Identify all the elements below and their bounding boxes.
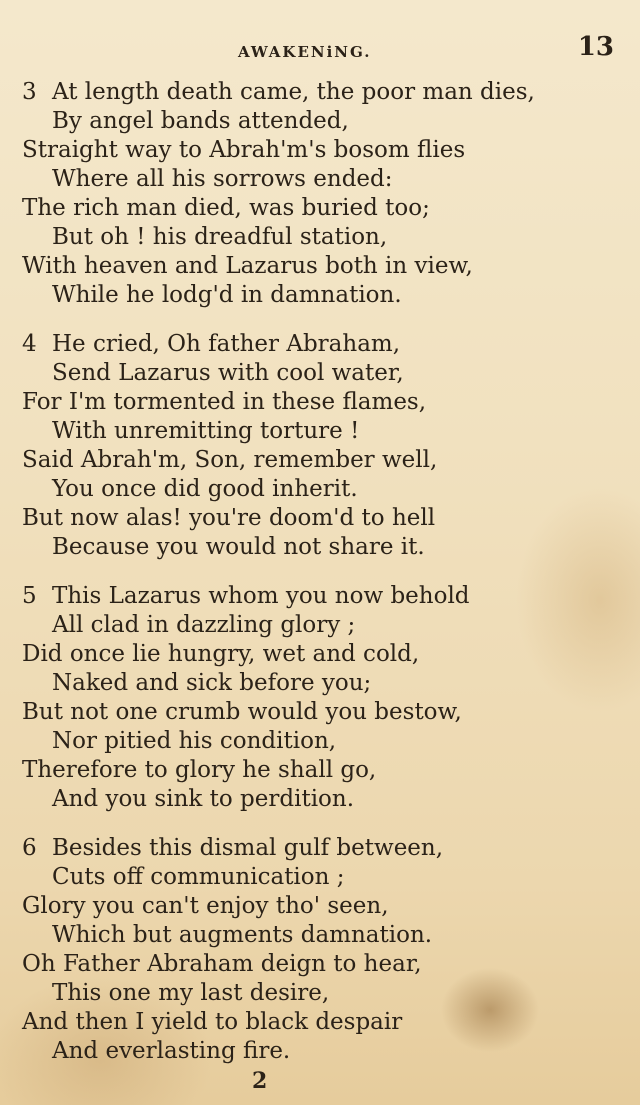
verse-line: Nor pitied his condition,	[52, 728, 337, 754]
verse-line-text: He cried, Oh father Abraham,	[52, 331, 401, 357]
verse-line: Naked and sick before you;	[52, 670, 372, 696]
verse-line: Did once lie hungry, wet and cold,	[22, 641, 420, 667]
verse-line: Which but augments damnation.	[52, 922, 433, 948]
verse-line: But not one crumb would you bestow,	[22, 699, 462, 725]
verse-line: This one my last desire,	[52, 980, 330, 1006]
stanza-4	[22, 330, 622, 562]
verse-line: All clad in dazzling glory ;	[52, 612, 356, 638]
verse-line: You once did good inherit.	[52, 476, 358, 502]
verse-line: And everlasting fire.	[52, 1038, 291, 1064]
verse-line: But oh ! his dreadful station,	[52, 224, 388, 250]
stanza-number: 3	[22, 79, 37, 105]
verse-line	[22, 330, 622, 359]
verse-line: Said Abrah'm, Son, remember well,	[22, 447, 438, 473]
verse-line-text: Besides this dismal gulf between,	[52, 835, 444, 861]
verse-line	[22, 78, 622, 107]
verse-line: But now alas! you're doom'd to hell	[22, 505, 436, 531]
verse-line	[22, 582, 622, 611]
verse-line: For I'm tormented in these flames,	[22, 389, 427, 415]
stanza-number: 4	[22, 331, 37, 357]
stanza-number: 6	[22, 835, 37, 861]
verse-line: Where all his sorrows ended:	[52, 166, 393, 192]
verse-line: Because you would not share it.	[52, 534, 425, 560]
verse-line: Straight way to Abrah'm's bosom flies	[22, 137, 466, 163]
verse-line: And then I yield to black despair	[22, 1009, 403, 1035]
verse-line: Glory you can't enjoy tho' seen,	[22, 893, 389, 919]
stanza-number: 5	[22, 583, 37, 609]
verse-line	[22, 834, 622, 863]
verse-line-text: At length death came, the poor man dies,	[52, 79, 535, 105]
verse-line: Therefore to glory he shall go,	[22, 757, 377, 783]
hymn-text	[22, 78, 622, 1086]
running-head: AWAKENiNG.	[238, 43, 372, 61]
stanza-5	[22, 582, 622, 814]
verse-line: While he lodg'd in damnation.	[52, 282, 402, 308]
page-number: 13	[577, 32, 614, 62]
verse-line: By angel bands attended,	[52, 108, 349, 134]
signature-mark: 2	[252, 1068, 268, 1094]
verse-line: And you sink to perdition.	[52, 786, 355, 812]
stanza-3	[22, 78, 622, 310]
stanza-6	[22, 834, 622, 1066]
verse-line: Oh Father Abraham deign to hear,	[22, 951, 422, 977]
page-header	[0, 32, 640, 66]
verse-line: Send Lazarus with cool water,	[52, 360, 404, 386]
verse-line: With heaven and Lazarus both in view,	[22, 253, 473, 279]
verse-line: Cuts off communication ;	[52, 864, 345, 890]
verse-line: The rich man died, was buried too;	[22, 195, 430, 221]
verse-line: With unremitting torture !	[52, 418, 360, 444]
verse-line-text: This Lazarus whom you now behold	[52, 583, 470, 609]
